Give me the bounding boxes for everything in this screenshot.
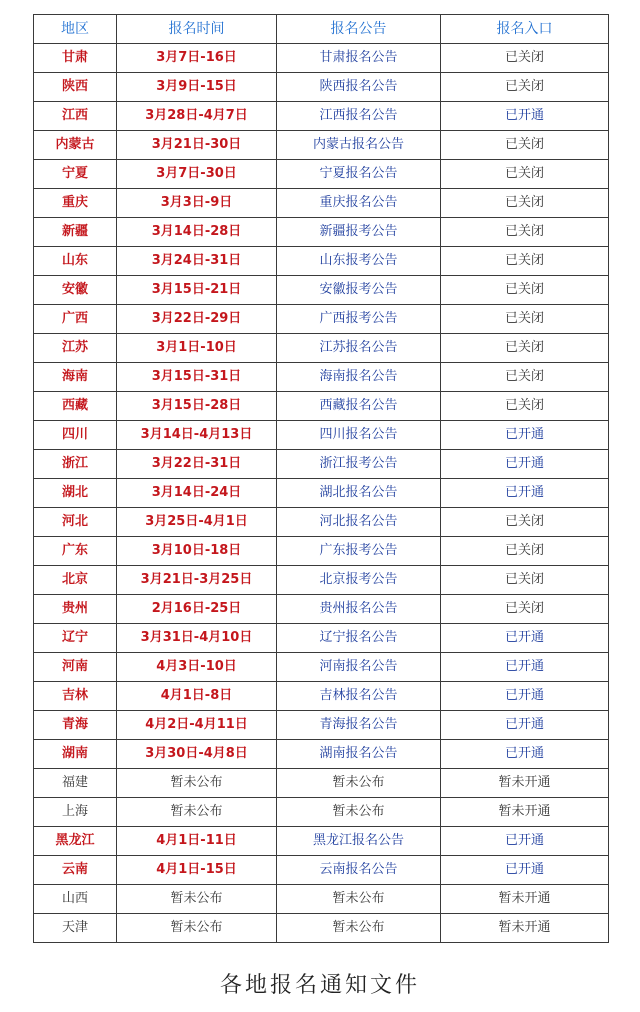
date-cell: 4月1日-11日 (117, 827, 277, 856)
region-cell: 广西 (34, 305, 117, 334)
date-cell: 3月21日-3月25日 (117, 566, 277, 595)
region-cell: 吉林 (34, 682, 117, 711)
region-cell: 黑龙江 (34, 827, 117, 856)
date-cell: 暂未公布 (117, 769, 277, 798)
notice-link[interactable]: 江苏报名公告 (277, 334, 441, 363)
notice-link[interactable]: 青海报名公告 (277, 711, 441, 740)
entry-status: 已关闭 (441, 508, 609, 537)
notice-link: 暂未公布 (277, 914, 441, 943)
notice-link: 暂未公布 (277, 798, 441, 827)
entry-status: 已关闭 (441, 305, 609, 334)
entry-status[interactable]: 已开通 (441, 624, 609, 653)
entry-status: 暂未开通 (441, 914, 609, 943)
table-row (34, 131, 609, 160)
region-cell: 山东 (34, 247, 117, 276)
entry-status[interactable]: 已开通 (441, 421, 609, 450)
table-row (34, 682, 609, 711)
entry-status: 已关闭 (441, 160, 609, 189)
table-row (34, 827, 609, 856)
entry-status[interactable]: 已开通 (441, 827, 609, 856)
table-row (34, 247, 609, 276)
date-cell: 3月15日-31日 (117, 363, 277, 392)
region-cell: 辽宁 (34, 624, 117, 653)
registration-table-container (33, 14, 608, 943)
entry-status: 已关闭 (441, 566, 609, 595)
notice-link[interactable]: 宁夏报名公告 (277, 160, 441, 189)
table-row (34, 798, 609, 827)
region-cell: 湖南 (34, 740, 117, 769)
entry-status[interactable]: 已开通 (441, 653, 609, 682)
notice-link[interactable]: 陕西报名公告 (277, 73, 441, 102)
date-cell: 3月14日-4月13日 (117, 421, 277, 450)
notice-link[interactable]: 重庆报名公告 (277, 189, 441, 218)
header-notice: 报名公告 (277, 15, 441, 44)
date-cell: 暂未公布 (117, 914, 277, 943)
table-row (34, 711, 609, 740)
table-row (34, 44, 609, 73)
notice-link[interactable]: 西藏报名公告 (277, 392, 441, 421)
table-row (34, 595, 609, 624)
entry-status: 已关闭 (441, 392, 609, 421)
date-cell: 3月7日-16日 (117, 44, 277, 73)
table-row (34, 566, 609, 595)
table-row (34, 740, 609, 769)
table-row (34, 479, 609, 508)
notice-link[interactable]: 浙江报考公告 (277, 450, 441, 479)
table-row (34, 189, 609, 218)
notice-link[interactable]: 吉林报名公告 (277, 682, 441, 711)
table-row (34, 363, 609, 392)
table-row (34, 653, 609, 682)
entry-status: 已关闭 (441, 73, 609, 102)
header-date: 报名时间 (117, 15, 277, 44)
notice-link[interactable]: 甘肃报名公告 (277, 44, 441, 73)
notice-link[interactable]: 新疆报考公告 (277, 218, 441, 247)
entry-status: 已关闭 (441, 537, 609, 566)
region-cell: 天津 (34, 914, 117, 943)
notice-link[interactable]: 广西报考公告 (277, 305, 441, 334)
entry-status: 暂未开通 (441, 798, 609, 827)
region-cell: 内蒙古 (34, 131, 117, 160)
region-cell: 贵州 (34, 595, 117, 624)
date-cell: 4月3日-10日 (117, 653, 277, 682)
date-cell: 3月14日-24日 (117, 479, 277, 508)
notice-link[interactable]: 山东报考公告 (277, 247, 441, 276)
table-row (34, 73, 609, 102)
table-row (34, 421, 609, 450)
entry-status[interactable]: 已开通 (441, 450, 609, 479)
date-cell: 4月2日-4月11日 (117, 711, 277, 740)
notice-link[interactable]: 内蒙古报名公告 (277, 131, 441, 160)
notice-link[interactable]: 湖南报名公告 (277, 740, 441, 769)
region-cell: 安徽 (34, 276, 117, 305)
date-cell: 3月3日-9日 (117, 189, 277, 218)
notice-link: 暂未公布 (277, 769, 441, 798)
notice-link[interactable]: 贵州报名公告 (277, 595, 441, 624)
region-cell: 山西 (34, 885, 117, 914)
table-row (34, 885, 609, 914)
date-cell: 3月21日-30日 (117, 131, 277, 160)
table-row (34, 102, 609, 131)
date-cell: 4月1日-15日 (117, 856, 277, 885)
entry-status: 已关闭 (441, 363, 609, 392)
notice-link[interactable]: 四川报名公告 (277, 421, 441, 450)
table-row (34, 624, 609, 653)
date-cell: 4月1日-8日 (117, 682, 277, 711)
date-cell: 3月28日-4月7日 (117, 102, 277, 131)
date-cell: 3月7日-30日 (117, 160, 277, 189)
table-row (34, 305, 609, 334)
table-header (34, 15, 609, 44)
date-cell: 3月22日-31日 (117, 450, 277, 479)
entry-status: 暂未开通 (441, 769, 609, 798)
entry-status[interactable]: 已开通 (441, 740, 609, 769)
notice-link[interactable]: 河北报名公告 (277, 508, 441, 537)
notice-link[interactable]: 湖北报名公告 (277, 479, 441, 508)
entry-status: 已关闭 (441, 218, 609, 247)
entry-status: 已关闭 (441, 189, 609, 218)
region-cell: 甘肃 (34, 44, 117, 73)
date-cell: 3月15日-28日 (117, 392, 277, 421)
region-cell: 北京 (34, 566, 117, 595)
region-cell: 江苏 (34, 334, 117, 363)
caption: 各地报名通知文件 (219, 973, 420, 998)
entry-status[interactable]: 已开通 (441, 102, 609, 131)
region-cell: 河北 (34, 508, 117, 537)
region-cell: 新疆 (34, 218, 117, 247)
date-cell: 3月25日-4月1日 (117, 508, 277, 537)
header-entry: 报名入口 (441, 15, 609, 44)
table-row (34, 537, 609, 566)
date-cell: 3月24日-31日 (117, 247, 277, 276)
region-cell: 河南 (34, 653, 117, 682)
region-cell: 云南 (34, 856, 117, 885)
date-cell: 3月22日-29日 (117, 305, 277, 334)
entry-status: 已关闭 (441, 595, 609, 624)
region-cell: 西藏 (34, 392, 117, 421)
region-cell: 青海 (34, 711, 117, 740)
notice-link[interactable]: 安徽报考公告 (277, 276, 441, 305)
notice-link[interactable]: 广东报考公告 (277, 537, 441, 566)
table-row (34, 508, 609, 537)
entry-status: 已关闭 (441, 131, 609, 160)
region-cell: 江西 (34, 102, 117, 131)
header-region: 地区 (34, 15, 117, 44)
date-cell: 2月16日-25日 (117, 595, 277, 624)
notice-link[interactable]: 海南报名公告 (277, 363, 441, 392)
table-row (34, 769, 609, 798)
entry-status: 已关闭 (441, 247, 609, 276)
region-cell: 四川 (34, 421, 117, 450)
date-cell: 3月1日-10日 (117, 334, 277, 363)
region-cell: 重庆 (34, 189, 117, 218)
region-cell: 陕西 (34, 73, 117, 102)
notice-link[interactable]: 云南报名公告 (277, 856, 441, 885)
entry-status[interactable]: 已开通 (441, 479, 609, 508)
date-cell: 暂未公布 (117, 885, 277, 914)
table-row (34, 160, 609, 189)
region-cell: 海南 (34, 363, 117, 392)
date-cell: 3月14日-28日 (117, 218, 277, 247)
table-row (34, 856, 609, 885)
entry-status[interactable]: 已开通 (441, 711, 609, 740)
date-cell: 3月31日-4月10日 (117, 624, 277, 653)
header-row (34, 15, 609, 44)
region-cell: 宁夏 (34, 160, 117, 189)
entry-status: 已关闭 (441, 334, 609, 363)
notice-link[interactable]: 河南报名公告 (277, 653, 441, 682)
table-row (34, 914, 609, 943)
table-row (34, 334, 609, 363)
table-body (34, 44, 609, 943)
table-row (34, 218, 609, 247)
entry-status: 已关闭 (441, 44, 609, 73)
date-cell: 3月30日-4月8日 (117, 740, 277, 769)
date-cell: 暂未公布 (117, 798, 277, 827)
date-cell: 3月9日-15日 (117, 73, 277, 102)
region-cell: 广东 (34, 537, 117, 566)
table-row (34, 450, 609, 479)
notice-link[interactable]: 北京报考公告 (277, 566, 441, 595)
notice-link[interactable]: 黑龙江报名公告 (277, 827, 441, 856)
notice-link[interactable]: 江西报名公告 (277, 102, 441, 131)
entry-status: 暂未开通 (441, 885, 609, 914)
entry-status: 已关闭 (441, 276, 609, 305)
table-row (34, 392, 609, 421)
region-cell: 湖北 (34, 479, 117, 508)
entry-status[interactable]: 已开通 (441, 856, 609, 885)
date-cell: 3月15日-21日 (117, 276, 277, 305)
notice-link[interactable]: 辽宁报名公告 (277, 624, 441, 653)
entry-status[interactable]: 已开通 (441, 682, 609, 711)
region-cell: 上海 (34, 798, 117, 827)
date-cell: 3月10日-18日 (117, 537, 277, 566)
table-row (34, 276, 609, 305)
notice-link: 暂未公布 (277, 885, 441, 914)
region-cell: 福建 (34, 769, 117, 798)
registration-table (33, 14, 609, 943)
region-cell: 浙江 (34, 450, 117, 479)
